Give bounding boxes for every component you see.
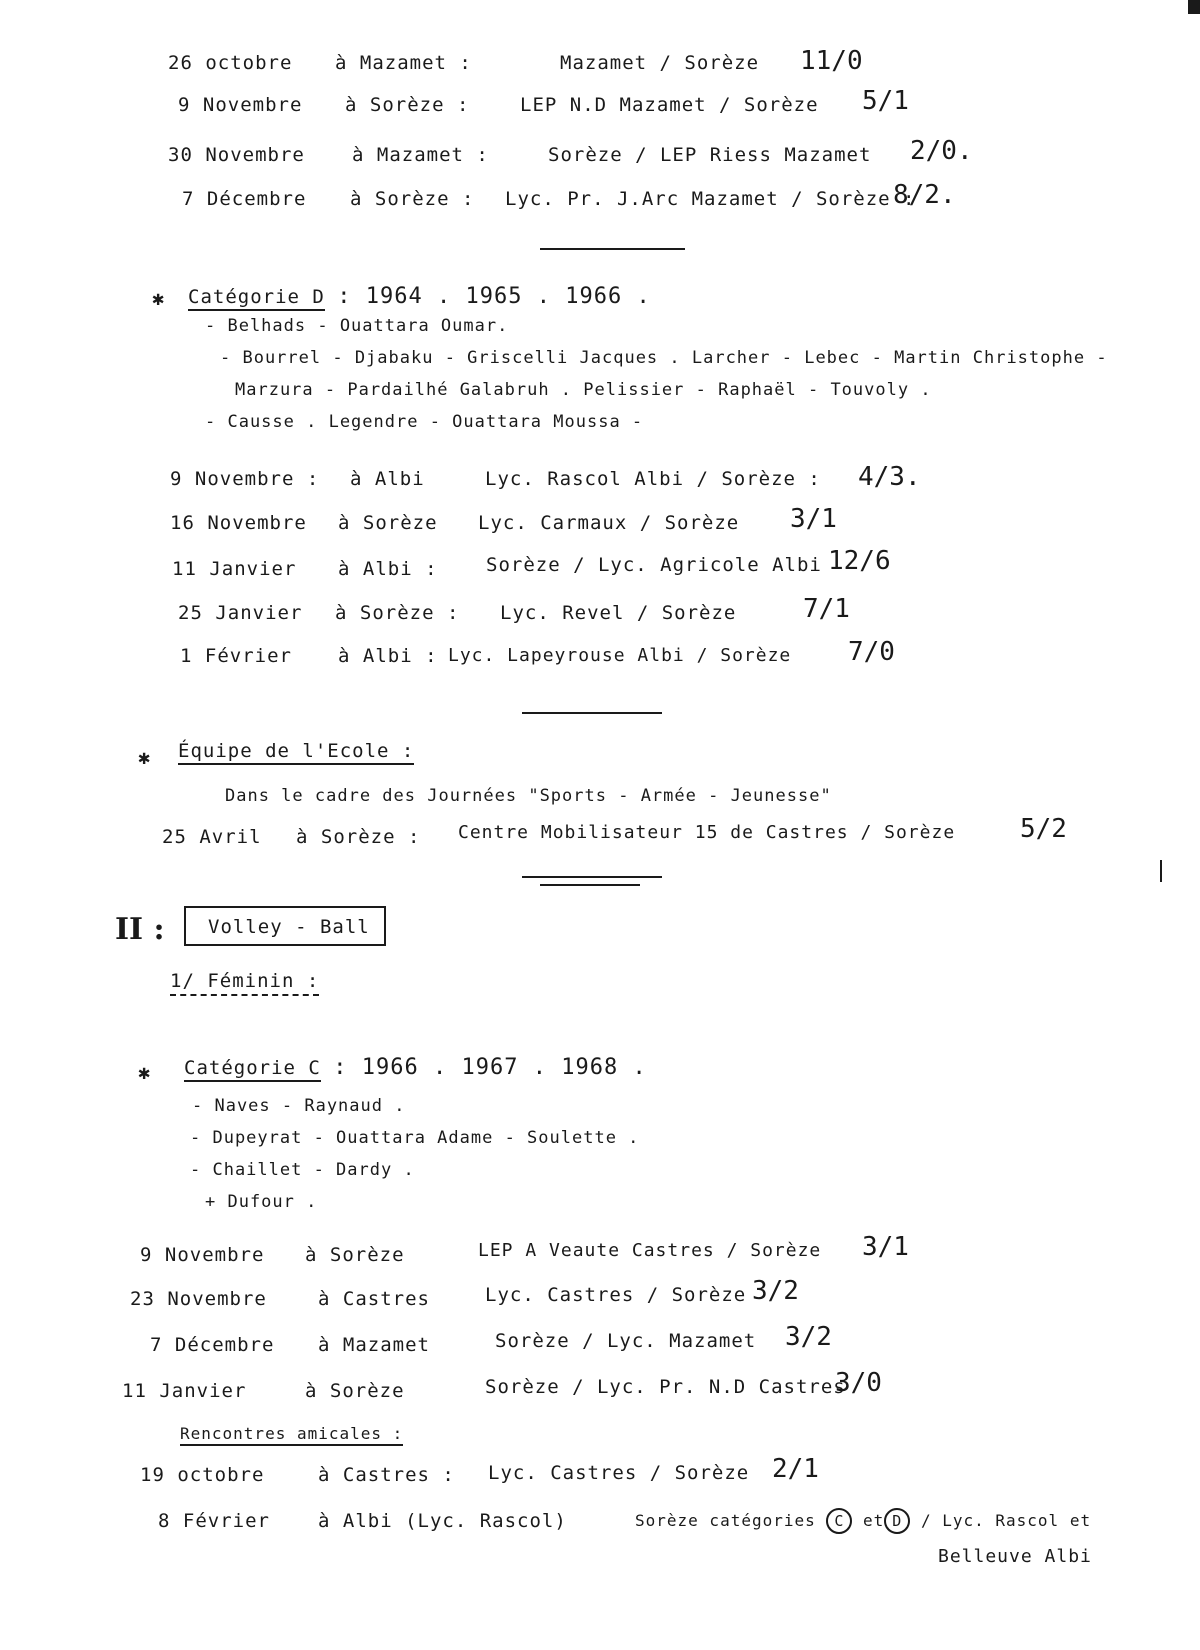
d-row-1-match: Lyc. Rascol Albi / Sorèze :	[485, 468, 821, 490]
c-row-3-date: 7 Décembre	[150, 1334, 275, 1356]
amicales-row-1-score: 2/1	[772, 1454, 819, 1484]
a-row-1-score: 11/0	[800, 46, 863, 76]
amicales-row-2-continuation: Belleuve Albi	[938, 1546, 1092, 1567]
c-row-2-score: 3/2	[752, 1276, 799, 1306]
divider-3	[522, 876, 662, 878]
a-row-4-place: à Sorèze :	[350, 188, 475, 210]
d-row-3-place: à Albi :	[338, 558, 438, 580]
ecole-row-date: 25 Avril	[162, 826, 262, 848]
d-row-2-date: 16 Novembre	[170, 512, 307, 534]
d-players-line-3: Marzura - Pardailhé Galabruh . Pelissier - Raphaël - Touvoly .	[235, 380, 932, 400]
a-row-4-score: 8/2.	[893, 180, 956, 210]
d-players-line-2: - Bourrel - Djabaku - Griscelli Jacques . Larcher - Lebec - Martin Christophe -	[220, 348, 1108, 368]
c-row-2-match: Lyc. Castres / Sorèze	[485, 1284, 747, 1306]
amicales-row-1-place: à Castres :	[318, 1464, 455, 1486]
d-row-4-score: 7/1	[803, 594, 850, 624]
amicales-row-2-match-pre: Sorèze catégories	[635, 1511, 816, 1530]
volley-title: Volley - Ball	[208, 916, 370, 938]
scan-edge-mark-right	[1160, 860, 1162, 882]
a-row-1-match: Mazamet / Sorèze	[560, 52, 760, 74]
d-row-5-date: 1 Février	[180, 645, 292, 667]
divider-2	[522, 712, 662, 714]
c-row-3-score: 3/2	[785, 1322, 832, 1352]
d-row-4-date: 25 Janvier	[178, 602, 303, 624]
category-c-circle: C	[826, 1508, 852, 1534]
d-row-4-place: à Sorèze :	[335, 602, 460, 624]
section-number: II :	[115, 912, 165, 947]
amicales-heading	[180, 1424, 403, 1443]
c-row-4-score: 3/0	[835, 1368, 882, 1398]
d-row-3-match: Sorèze / Lyc. Agricole Albi	[486, 554, 822, 576]
a-row-3-score: 2/0.	[910, 136, 973, 166]
a-row-3-date: 30 Novembre	[168, 144, 305, 166]
category-c-heading	[184, 1055, 647, 1080]
d-row-5-score: 7/0	[848, 637, 895, 667]
divider-3-second-stroke	[540, 884, 640, 886]
category-d-label: Catégorie D	[188, 286, 325, 311]
d-row-2-place: à Sorèze	[338, 512, 438, 534]
c-players-line-3: - Chaillet - Dardy .	[190, 1160, 415, 1180]
c-row-4-match: Sorèze / Lyc. Pr. N.D Castres	[485, 1376, 846, 1398]
c-row-3-match: Sorèze / Lyc. Mazamet	[495, 1330, 757, 1352]
c-row-1-date: 9 Novembre	[140, 1244, 265, 1266]
c-players-line-1: - Naves - Raynaud .	[192, 1096, 406, 1116]
c-row-1-match: LEP A Veaute Castres / Sorèze	[478, 1240, 822, 1261]
ecole-note: Dans le cadre des Journées "Sports - Armée - Jeunesse"	[225, 786, 832, 806]
asterisk-icon: ✱	[138, 745, 151, 769]
category-c-label: Catégorie C	[184, 1057, 321, 1082]
amicales-row-1-match: Lyc. Castres / Sorèze	[488, 1462, 750, 1484]
ecole-heading-label: Équipe de l'Ecole :	[178, 740, 414, 765]
c-row-1-score: 3/1	[862, 1232, 909, 1262]
a-row-2-score: 5/1	[862, 86, 909, 116]
ecole-row-place: à Sorèze :	[296, 826, 421, 848]
c-row-4-place: à Sorèze	[305, 1380, 405, 1402]
category-d-heading	[188, 284, 651, 309]
c-row-2-place: à Castres	[318, 1288, 430, 1310]
a-row-2-place: à Sorèze :	[345, 94, 470, 116]
a-row-3-place: à Mazamet :	[352, 144, 489, 166]
feminin-label: 1/ Féminin :	[170, 970, 319, 996]
c-row-4-date: 11 Janvier	[122, 1380, 247, 1402]
scan-edge-mark-top	[1188, 0, 1200, 14]
d-row-3-score: 12/6	[828, 546, 891, 576]
c-players-line-4: + Dufour .	[205, 1192, 318, 1212]
d-row-4-match: Lyc. Revel / Sorèze	[500, 602, 737, 624]
c-row-2-date: 23 Novembre	[130, 1288, 267, 1310]
amicales-row-2-place: à Albi (Lyc. Rascol)	[318, 1510, 567, 1532]
a-row-1-date: 26 octobre	[168, 52, 293, 74]
d-row-1-date: 9 Novembre :	[170, 468, 320, 490]
category-d-years: : 1964 . 1965 . 1966 .	[337, 284, 651, 309]
ecole-heading	[178, 740, 414, 762]
ecole-row-score: 5/2	[1020, 814, 1067, 844]
feminin-heading	[170, 970, 319, 992]
d-row-3-date: 11 Janvier	[172, 558, 297, 580]
asterisk-icon: ✱	[152, 286, 165, 310]
d-row-2-match: Lyc. Carmaux / Sorèze	[478, 512, 740, 534]
a-row-4-date: 7 Décembre	[182, 188, 307, 210]
a-row-2-date: 9 Novembre	[178, 94, 303, 116]
volley-title-box	[184, 906, 386, 946]
a-row-2-match: LEP N.D Mazamet / Sorèze	[520, 94, 819, 116]
a-row-1-place: à Mazamet :	[335, 52, 472, 74]
c-players-line-2: - Dupeyrat - Ouattara Adame - Soulette .	[190, 1128, 640, 1148]
asterisk-icon: ✱	[138, 1060, 151, 1084]
a-row-3-match: Sorèze / LEP Riess Mazamet	[548, 144, 872, 166]
amicales-row-2-date: 8 Février	[158, 1510, 270, 1532]
d-players-line-1: - Belhads - Ouattara Oumar.	[205, 316, 509, 336]
d-row-1-place: à Albi	[350, 468, 425, 490]
d-row-5-match: Lyc. Lapeyrouse Albi / Sorèze	[448, 645, 792, 666]
category-c-years: : 1966 . 1967 . 1968 .	[333, 1055, 647, 1080]
a-row-4-match: Lyc. Pr. J.Arc Mazamet / Sorèze :	[505, 188, 916, 210]
d-row-5-place: à Albi :	[338, 645, 438, 667]
d-row-1-score: 4/3.	[858, 462, 921, 492]
category-d-circle: D	[884, 1508, 910, 1534]
divider-1	[540, 248, 685, 250]
amicales-row-2-et: et	[863, 1511, 885, 1530]
amicales-heading-label: Rencontres amicales :	[180, 1424, 403, 1446]
d-players-line-4: - Causse . Legendre - Ouattara Moussa -	[205, 412, 644, 432]
d-row-2-score: 3/1	[790, 504, 837, 534]
ecole-row-match: Centre Mobilisateur 15 de Castres / Sorèze	[458, 822, 956, 843]
amicales-row-2-match-post: / Lyc. Rascol et	[920, 1511, 1092, 1530]
amicales-row-1-date: 19 octobre	[140, 1464, 265, 1486]
c-row-3-place: à Mazamet	[318, 1334, 430, 1356]
amicales-row-2-match	[635, 1508, 1091, 1534]
c-row-1-place: à Sorèze	[305, 1244, 405, 1266]
